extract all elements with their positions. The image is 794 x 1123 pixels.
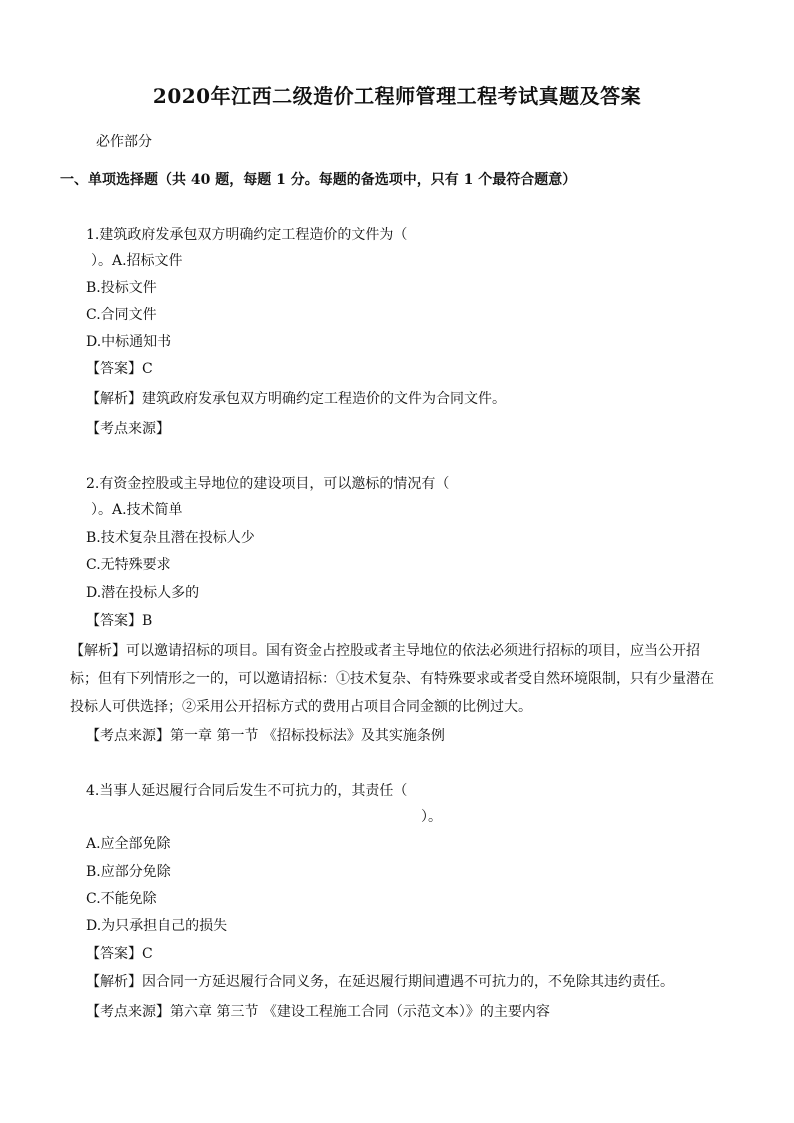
section-heading: 一、单项选择题（共 40 题，每题 1 分。每题的备选项中，只有 1 个最符合题意） <box>60 172 577 188</box>
option-a: A.应全部免除 <box>86 836 171 852</box>
option-b: B.技术复杂且潜在投标人少 <box>86 530 255 546</box>
option-b: B.应部分免除 <box>86 864 171 880</box>
question-stem-continuation: ）。A.技术简单 <box>91 502 183 518</box>
question-stem: 1.建筑政府发承包双方明确约定工程造价的文件为（ <box>86 227 408 243</box>
question-stem-continuation: ）。A.招标文件 <box>91 253 183 269</box>
question-stem: 2.有资金控股或主导地位的建设项目，可以邀标的情况有（ <box>86 476 450 492</box>
option-b: B.投标文件 <box>86 280 157 296</box>
option-d: D.为只承担自己的损失 <box>86 918 228 934</box>
analysis-line-2: 标；但有下列情形之一的，可以邀请招标：①技术复杂、有特殊要求或者受自然环境限制，只有少量潜在 <box>70 671 714 687</box>
option-c: C.合同文件 <box>86 307 157 323</box>
question-stem-continuation: ）。 <box>421 809 442 825</box>
analysis-line-1: 【解析】可以邀请招标的项目。国有资金占控股或者主导地位的依法必须进行招标的项目，应当公开招 <box>70 643 700 659</box>
source-label: 【考点来源】第六章 第三节 《建设工程施工合同（示范文本）》的主要内容 <box>86 1004 550 1020</box>
question-stem: 4.当事人延迟履行合同后发生不可抗力的，其责任（ <box>86 783 408 799</box>
option-d: D.潜在投标人多的 <box>86 585 200 601</box>
source-label: 【考点来源】第一章 第一节 《招标投标法》及其实施条例 <box>86 728 445 744</box>
analysis-line-3: 投标人可供选择；②采用公开招标方式的费用占项目合同金额的比例过大。 <box>70 699 532 715</box>
option-c: C.无特殊要求 <box>86 557 171 573</box>
answer-label: 【答案】B <box>86 613 153 629</box>
analysis-text: 【解析】因合同一方延迟履行合同义务，在延迟履行期间遭遇不可抗力的，不免除其违约责任。 <box>86 974 674 990</box>
option-d: D.中标通知书 <box>86 334 172 350</box>
section-required-label: 必作部分 <box>96 134 152 150</box>
document-title: 2020年江西二级造价工程师管理工程考试真题及答案 <box>152 84 642 108</box>
option-c: C.不能免除 <box>86 891 157 907</box>
answer-label: 【答案】C <box>86 946 153 962</box>
analysis-text: 【解析】建筑政府发承包双方明确约定工程造价的文件为合同文件。 <box>86 391 506 407</box>
source-label: 【考点来源】 <box>86 421 170 437</box>
answer-label: 【答案】C <box>86 361 153 377</box>
